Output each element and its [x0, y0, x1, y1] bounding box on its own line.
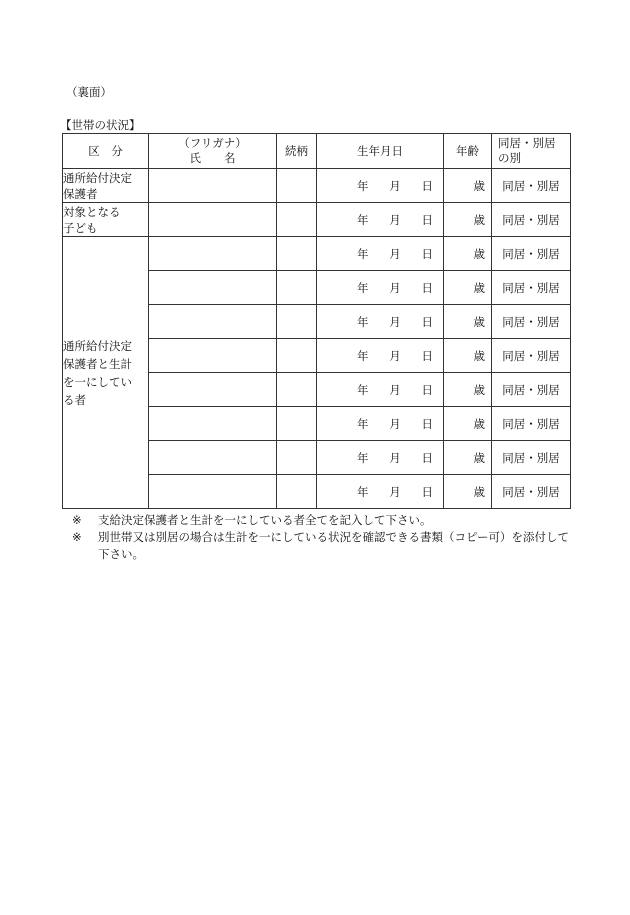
birthdate-cell[interactable]: [317, 373, 444, 407]
residence-option: 同居・別居: [502, 314, 560, 329]
age-unit: 歳: [473, 348, 485, 363]
name-cell[interactable]: [149, 237, 277, 271]
residence-option: 同居・別居: [502, 246, 560, 261]
birthdate-cell[interactable]: [317, 441, 444, 475]
year-unit: 年: [357, 314, 369, 329]
residence-option: 同居・別居: [502, 348, 560, 363]
month-unit: 月: [389, 450, 401, 465]
name-cell[interactable]: [149, 305, 277, 339]
category-child: 対象となる 子ども: [63, 203, 149, 237]
household-table: [62, 133, 571, 509]
header-name-kana: （フリガナ）: [178, 136, 247, 150]
residence-cell[interactable]: [492, 441, 571, 475]
year-unit: 年: [357, 450, 369, 465]
header-name: [149, 134, 277, 169]
age-unit: 歳: [473, 416, 485, 431]
residence-cell[interactable]: [492, 237, 571, 271]
section-title: 【世帯の状況】: [60, 118, 141, 132]
birthdate-fields: [317, 382, 443, 398]
residence-option: 同居・別居: [502, 280, 560, 295]
residence-cell[interactable]: [492, 339, 571, 373]
birthdate-cell[interactable]: [317, 271, 444, 305]
year-unit: 年: [357, 178, 369, 193]
reverse-side-label: （裏面）: [66, 85, 112, 99]
birthdate-cell[interactable]: [317, 237, 444, 271]
age-cell[interactable]: [444, 203, 492, 237]
notes-section: [72, 512, 572, 563]
month-unit: 月: [389, 178, 401, 193]
residence-option: 同居・別居: [502, 178, 560, 193]
month-unit: 月: [389, 348, 401, 363]
name-cell[interactable]: [149, 407, 277, 441]
header-age: 年齢: [444, 134, 492, 169]
name-cell[interactable]: [149, 169, 277, 203]
year-unit: 年: [357, 280, 369, 295]
residence-option: 同居・別居: [502, 212, 560, 227]
year-unit: 年: [357, 484, 369, 499]
age-unit: 歳: [473, 382, 485, 397]
table-row: [63, 203, 571, 237]
birthdate-cell[interactable]: [317, 203, 444, 237]
relation-cell[interactable]: [277, 271, 317, 305]
name-cell[interactable]: [149, 373, 277, 407]
residence-cell[interactable]: [492, 373, 571, 407]
birthdate-cell[interactable]: [317, 339, 444, 373]
day-unit: 日: [421, 450, 433, 465]
relation-cell[interactable]: [277, 441, 317, 475]
age-unit: 歳: [473, 246, 485, 261]
age-cell[interactable]: [444, 441, 492, 475]
age-cell[interactable]: [444, 407, 492, 441]
residence-cell[interactable]: [492, 305, 571, 339]
birthdate-cell[interactable]: [317, 475, 444, 509]
birthdate-fields: [317, 212, 443, 228]
name-cell[interactable]: [149, 203, 277, 237]
age-cell[interactable]: [444, 339, 492, 373]
day-unit: 日: [421, 178, 433, 193]
category-household-members: 通所給付決定 保護者と生計 を一にしてい る者: [63, 237, 149, 509]
year-unit: 年: [357, 382, 369, 397]
birthdate-fields: [317, 416, 443, 432]
age-cell[interactable]: [444, 271, 492, 305]
note-mark: ※: [72, 513, 82, 527]
header-residence: [492, 134, 571, 169]
year-unit: 年: [357, 416, 369, 431]
birthdate-cell[interactable]: [317, 169, 444, 203]
name-cell[interactable]: [149, 475, 277, 509]
note-item: [72, 512, 572, 529]
day-unit: 日: [421, 280, 433, 295]
header-residence-line2: の別: [498, 151, 521, 165]
age-cell[interactable]: [444, 237, 492, 271]
relation-cell[interactable]: [277, 339, 317, 373]
day-unit: 日: [421, 348, 433, 363]
relation-cell[interactable]: [277, 169, 317, 203]
birthdate-fields: [317, 246, 443, 262]
month-unit: 月: [389, 416, 401, 431]
month-unit: 月: [389, 212, 401, 227]
relation-cell[interactable]: [277, 237, 317, 271]
month-unit: 月: [389, 246, 401, 261]
age-unit: 歳: [473, 280, 485, 295]
day-unit: 日: [421, 484, 433, 499]
day-unit: 日: [421, 314, 433, 329]
category-guardian: 通所給付決定 保護者: [63, 169, 149, 203]
year-unit: 年: [357, 212, 369, 227]
note-mark: ※: [72, 530, 82, 544]
residence-cell[interactable]: [492, 271, 571, 305]
birthdate-cell[interactable]: [317, 305, 444, 339]
name-cell[interactable]: [149, 441, 277, 475]
day-unit: 日: [421, 246, 433, 261]
residence-option: 同居・別居: [502, 382, 560, 397]
relation-cell[interactable]: [277, 407, 317, 441]
note-text: 支給決定保護者と生計を一にしている者全てを記入して下さい。: [98, 513, 432, 527]
birthdate-cell[interactable]: [317, 407, 444, 441]
relation-cell[interactable]: [277, 475, 317, 509]
month-unit: 月: [389, 382, 401, 397]
age-unit: 歳: [473, 178, 485, 193]
residence-cell[interactable]: [492, 169, 571, 203]
header-row: [63, 134, 571, 169]
age-unit: 歳: [473, 212, 485, 227]
birthdate-fields: [317, 450, 443, 466]
year-unit: 年: [357, 246, 369, 261]
header-category: 区 分: [63, 134, 149, 169]
age-cell[interactable]: [444, 305, 492, 339]
residence-cell[interactable]: [492, 475, 571, 509]
header-residence-line1: 同居・別居: [498, 136, 556, 150]
residence-cell[interactable]: [492, 203, 571, 237]
residence-option: 同居・別居: [502, 416, 560, 431]
birthdate-fields: [317, 314, 443, 330]
day-unit: 日: [421, 212, 433, 227]
day-unit: 日: [421, 382, 433, 397]
age-unit: 歳: [473, 484, 485, 499]
birthdate-fields: [317, 348, 443, 364]
month-unit: 月: [389, 484, 401, 499]
month-unit: 月: [389, 314, 401, 329]
table-row: [63, 169, 571, 203]
age-cell[interactable]: [444, 373, 492, 407]
day-unit: 日: [421, 416, 433, 431]
relation-cell[interactable]: [277, 203, 317, 237]
age-cell[interactable]: [444, 475, 492, 509]
residence-cell[interactable]: [492, 407, 571, 441]
table-row: [63, 237, 571, 271]
residence-option: 同居・別居: [502, 484, 560, 499]
name-cell[interactable]: [149, 339, 277, 373]
year-unit: 年: [357, 348, 369, 363]
note-text: 別世帯又は別居の場合は生計を一にしている状況を確認できる書類（コピー可）を添付して下さい。: [98, 530, 570, 561]
header-relation: 続柄: [277, 134, 317, 169]
relation-cell[interactable]: [277, 305, 317, 339]
header-birthdate: 生年月日: [317, 134, 444, 169]
age-unit: 歳: [473, 450, 485, 465]
relation-cell[interactable]: [277, 373, 317, 407]
name-cell[interactable]: [149, 271, 277, 305]
month-unit: 月: [389, 280, 401, 295]
birthdate-fields: [317, 178, 443, 194]
header-name-label: 氏 名: [189, 151, 236, 165]
note-item: [72, 529, 572, 563]
residence-option: 同居・別居: [502, 450, 560, 465]
birthdate-fields: [317, 280, 443, 296]
birthdate-fields: [317, 484, 443, 500]
age-cell[interactable]: [444, 169, 492, 203]
age-unit: 歳: [473, 314, 485, 329]
